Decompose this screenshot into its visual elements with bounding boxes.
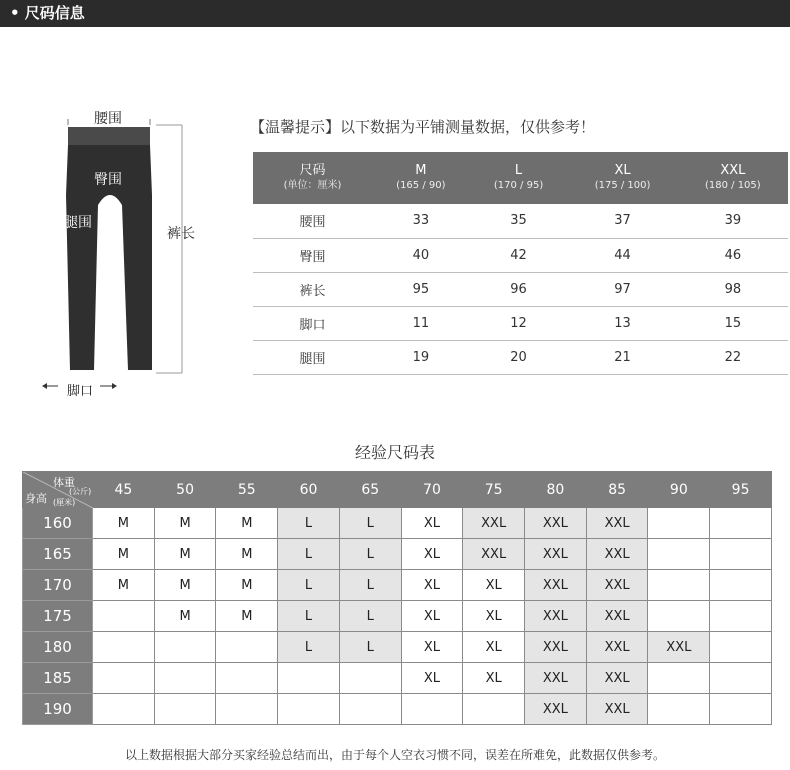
size-cell xyxy=(648,694,710,725)
size-cell: XXL xyxy=(525,632,587,663)
size-cell: L xyxy=(278,632,340,663)
size-cell xyxy=(93,632,155,663)
row-label: 臀围 xyxy=(253,238,372,272)
weight-col-header: 80 xyxy=(525,472,587,508)
size-cell xyxy=(648,508,710,539)
table-row xyxy=(253,340,788,374)
length-label: 裤长 xyxy=(167,226,195,242)
size-label: 尺码 xyxy=(299,163,326,178)
size-cell: XL xyxy=(463,601,525,632)
size-cell: XL xyxy=(401,632,463,663)
table-cell: 95 xyxy=(372,272,470,306)
size-cell: XXL xyxy=(586,601,648,632)
height-row-header: 185 xyxy=(23,663,93,694)
size-cell xyxy=(648,663,710,694)
size-cell xyxy=(648,539,710,570)
table-row xyxy=(23,570,772,601)
size-cell: XXL xyxy=(525,694,587,725)
size-cell xyxy=(710,694,772,725)
size-cell: L xyxy=(339,632,401,663)
size-cell: XL xyxy=(401,508,463,539)
size-cell: M xyxy=(93,570,155,601)
size-cell: M xyxy=(216,508,278,539)
size-cell xyxy=(710,570,772,601)
size-cell: XXL xyxy=(525,539,587,570)
size-cell: XXL xyxy=(525,508,587,539)
size-cell xyxy=(710,539,772,570)
table-cell: 40 xyxy=(372,238,470,272)
size-cell: XXL xyxy=(586,632,648,663)
weight-col-header: 70 xyxy=(401,472,463,508)
row-label: 腿围 xyxy=(253,340,372,374)
size-cell xyxy=(339,694,401,725)
waist-label: 腰围 xyxy=(94,111,122,127)
table-row xyxy=(23,601,772,632)
table-row xyxy=(23,632,772,663)
size-cell: XXL xyxy=(463,539,525,570)
size-cell xyxy=(401,694,463,725)
size-cell xyxy=(216,632,278,663)
size-cell: L xyxy=(278,570,340,601)
experience-table-title: 经验尺码表 xyxy=(354,443,435,462)
size-col-xl: XL (175 / 100) xyxy=(567,152,677,204)
weight-unit: (公斤) xyxy=(69,487,92,496)
size-cell: L xyxy=(339,539,401,570)
table-cell: 33 xyxy=(372,204,470,238)
height-row-header: 170 xyxy=(23,570,93,601)
size-cell xyxy=(216,663,278,694)
table-row xyxy=(253,204,788,238)
row-label: 裤长 xyxy=(253,272,372,306)
size-cell xyxy=(710,508,772,539)
size-cell xyxy=(216,694,278,725)
size-col-xxl: XXL (180 / 105) xyxy=(678,152,788,204)
size-cell xyxy=(710,663,772,694)
table-cell: 11 xyxy=(372,306,470,340)
size-cell: XXL xyxy=(586,539,648,570)
row-label: 腰围 xyxy=(253,204,372,238)
weight-col-header: 65 xyxy=(339,472,401,508)
table-cell: 44 xyxy=(567,238,677,272)
size-cell: XL xyxy=(463,663,525,694)
size-cell xyxy=(710,601,772,632)
experience-table-header xyxy=(23,472,772,508)
hem-label: 脚口 xyxy=(67,384,94,399)
size-table xyxy=(253,152,788,375)
size-cell: XL xyxy=(401,570,463,601)
table-cell: 37 xyxy=(567,204,677,238)
size-cell: XXL xyxy=(586,570,648,601)
size-cell xyxy=(339,663,401,694)
size-cell: XL xyxy=(401,601,463,632)
size-cell: M xyxy=(154,539,216,570)
table-cell: 20 xyxy=(470,340,568,374)
height-row-header: 160 xyxy=(23,508,93,539)
height-row-header: 190 xyxy=(23,694,93,725)
weight-col-header: 75 xyxy=(463,472,525,508)
measurement-tip: 【温馨提示】以下数据为平铺测量数据，仅供参考！ xyxy=(250,118,596,136)
size-cell xyxy=(648,601,710,632)
table-row xyxy=(23,694,772,725)
hip-label: 臀围 xyxy=(94,172,122,188)
size-cell xyxy=(93,663,155,694)
size-cell xyxy=(463,694,525,725)
size-cell: XL xyxy=(401,539,463,570)
table-cell: 98 xyxy=(678,272,788,306)
weight-col-header: 50 xyxy=(154,472,216,508)
height-unit: (厘米) xyxy=(53,498,76,507)
size-cell: L xyxy=(339,508,401,539)
size-cell: XXL xyxy=(525,601,587,632)
table-cell: 19 xyxy=(372,340,470,374)
table-cell: 42 xyxy=(470,238,568,272)
size-cell: L xyxy=(339,570,401,601)
size-col-l: L (170 / 95) xyxy=(470,152,568,204)
weight-col-header: 60 xyxy=(278,472,340,508)
table-cell: 46 xyxy=(678,238,788,272)
height-label: 身高 xyxy=(25,492,47,505)
table-cell: 12 xyxy=(470,306,568,340)
table-row xyxy=(253,272,788,306)
size-cell: L xyxy=(278,539,340,570)
weight-col-header: 95 xyxy=(710,472,772,508)
size-cell: M xyxy=(216,601,278,632)
table-cell: 22 xyxy=(678,340,788,374)
size-cell xyxy=(648,570,710,601)
size-cell: L xyxy=(278,601,340,632)
row-label: 脚口 xyxy=(253,306,372,340)
height-row-header: 175 xyxy=(23,601,93,632)
weight-label: 体重 xyxy=(53,476,75,489)
experience-size-table xyxy=(22,471,772,725)
size-cell: L xyxy=(278,508,340,539)
size-cell: M xyxy=(216,570,278,601)
table-cell: 35 xyxy=(470,204,568,238)
size-cell xyxy=(93,694,155,725)
size-cell: M xyxy=(154,508,216,539)
table-row xyxy=(23,663,772,694)
table-row xyxy=(253,306,788,340)
size-cell: XL xyxy=(401,663,463,694)
size-col-m: M (165 / 90) xyxy=(372,152,470,204)
size-cell: M xyxy=(154,601,216,632)
table-cell: 39 xyxy=(678,204,788,238)
size-table-header xyxy=(253,152,788,204)
size-cell xyxy=(154,694,216,725)
size-cell xyxy=(278,694,340,725)
weight-col-header: 45 xyxy=(93,472,155,508)
size-cell xyxy=(710,632,772,663)
size-cell: XXL xyxy=(525,663,587,694)
size-cell: XXL xyxy=(586,694,648,725)
size-cell xyxy=(154,632,216,663)
table-row xyxy=(23,508,772,539)
height-row-header: 180 xyxy=(23,632,93,663)
pants-diagram-icon xyxy=(40,105,220,400)
footnote: 以上数据根据大部分买家经验总结而出，由于每个人空衣习惯不同，误差在所难免，此数据仅供参考。 xyxy=(124,748,665,762)
size-cell xyxy=(154,663,216,694)
table-cell: 15 xyxy=(678,306,788,340)
size-cell: XL xyxy=(463,632,525,663)
height-row-header: 165 xyxy=(23,539,93,570)
size-cell: M xyxy=(216,539,278,570)
table-cell: 21 xyxy=(567,340,677,374)
size-cell: M xyxy=(93,539,155,570)
size-cell: XXL xyxy=(648,632,710,663)
size-cell: XXL xyxy=(463,508,525,539)
size-cell: XXL xyxy=(586,508,648,539)
size-header-label xyxy=(253,152,372,204)
size-cell: XXL xyxy=(586,663,648,694)
weight-col-header: 90 xyxy=(648,472,710,508)
weight-col-header: 55 xyxy=(216,472,278,508)
unit-label: (单位：厘米) xyxy=(283,180,342,191)
table-cell: 97 xyxy=(567,272,677,306)
table-cell: 13 xyxy=(567,306,677,340)
size-cell: XL xyxy=(463,570,525,601)
size-cell: XXL xyxy=(525,570,587,601)
size-cell xyxy=(278,663,340,694)
size-cell: M xyxy=(154,570,216,601)
thigh-label: 腿围 xyxy=(64,215,92,231)
table-row xyxy=(253,238,788,272)
section-header: • 尺码信息 xyxy=(0,0,790,27)
size-cell xyxy=(93,601,155,632)
table-cell: 96 xyxy=(470,272,568,306)
corner-cell xyxy=(23,472,93,508)
table-row xyxy=(23,539,772,570)
weight-col-header: 85 xyxy=(586,472,648,508)
size-cell: L xyxy=(339,601,401,632)
pants-illustration xyxy=(40,105,220,400)
size-cell: M xyxy=(93,508,155,539)
